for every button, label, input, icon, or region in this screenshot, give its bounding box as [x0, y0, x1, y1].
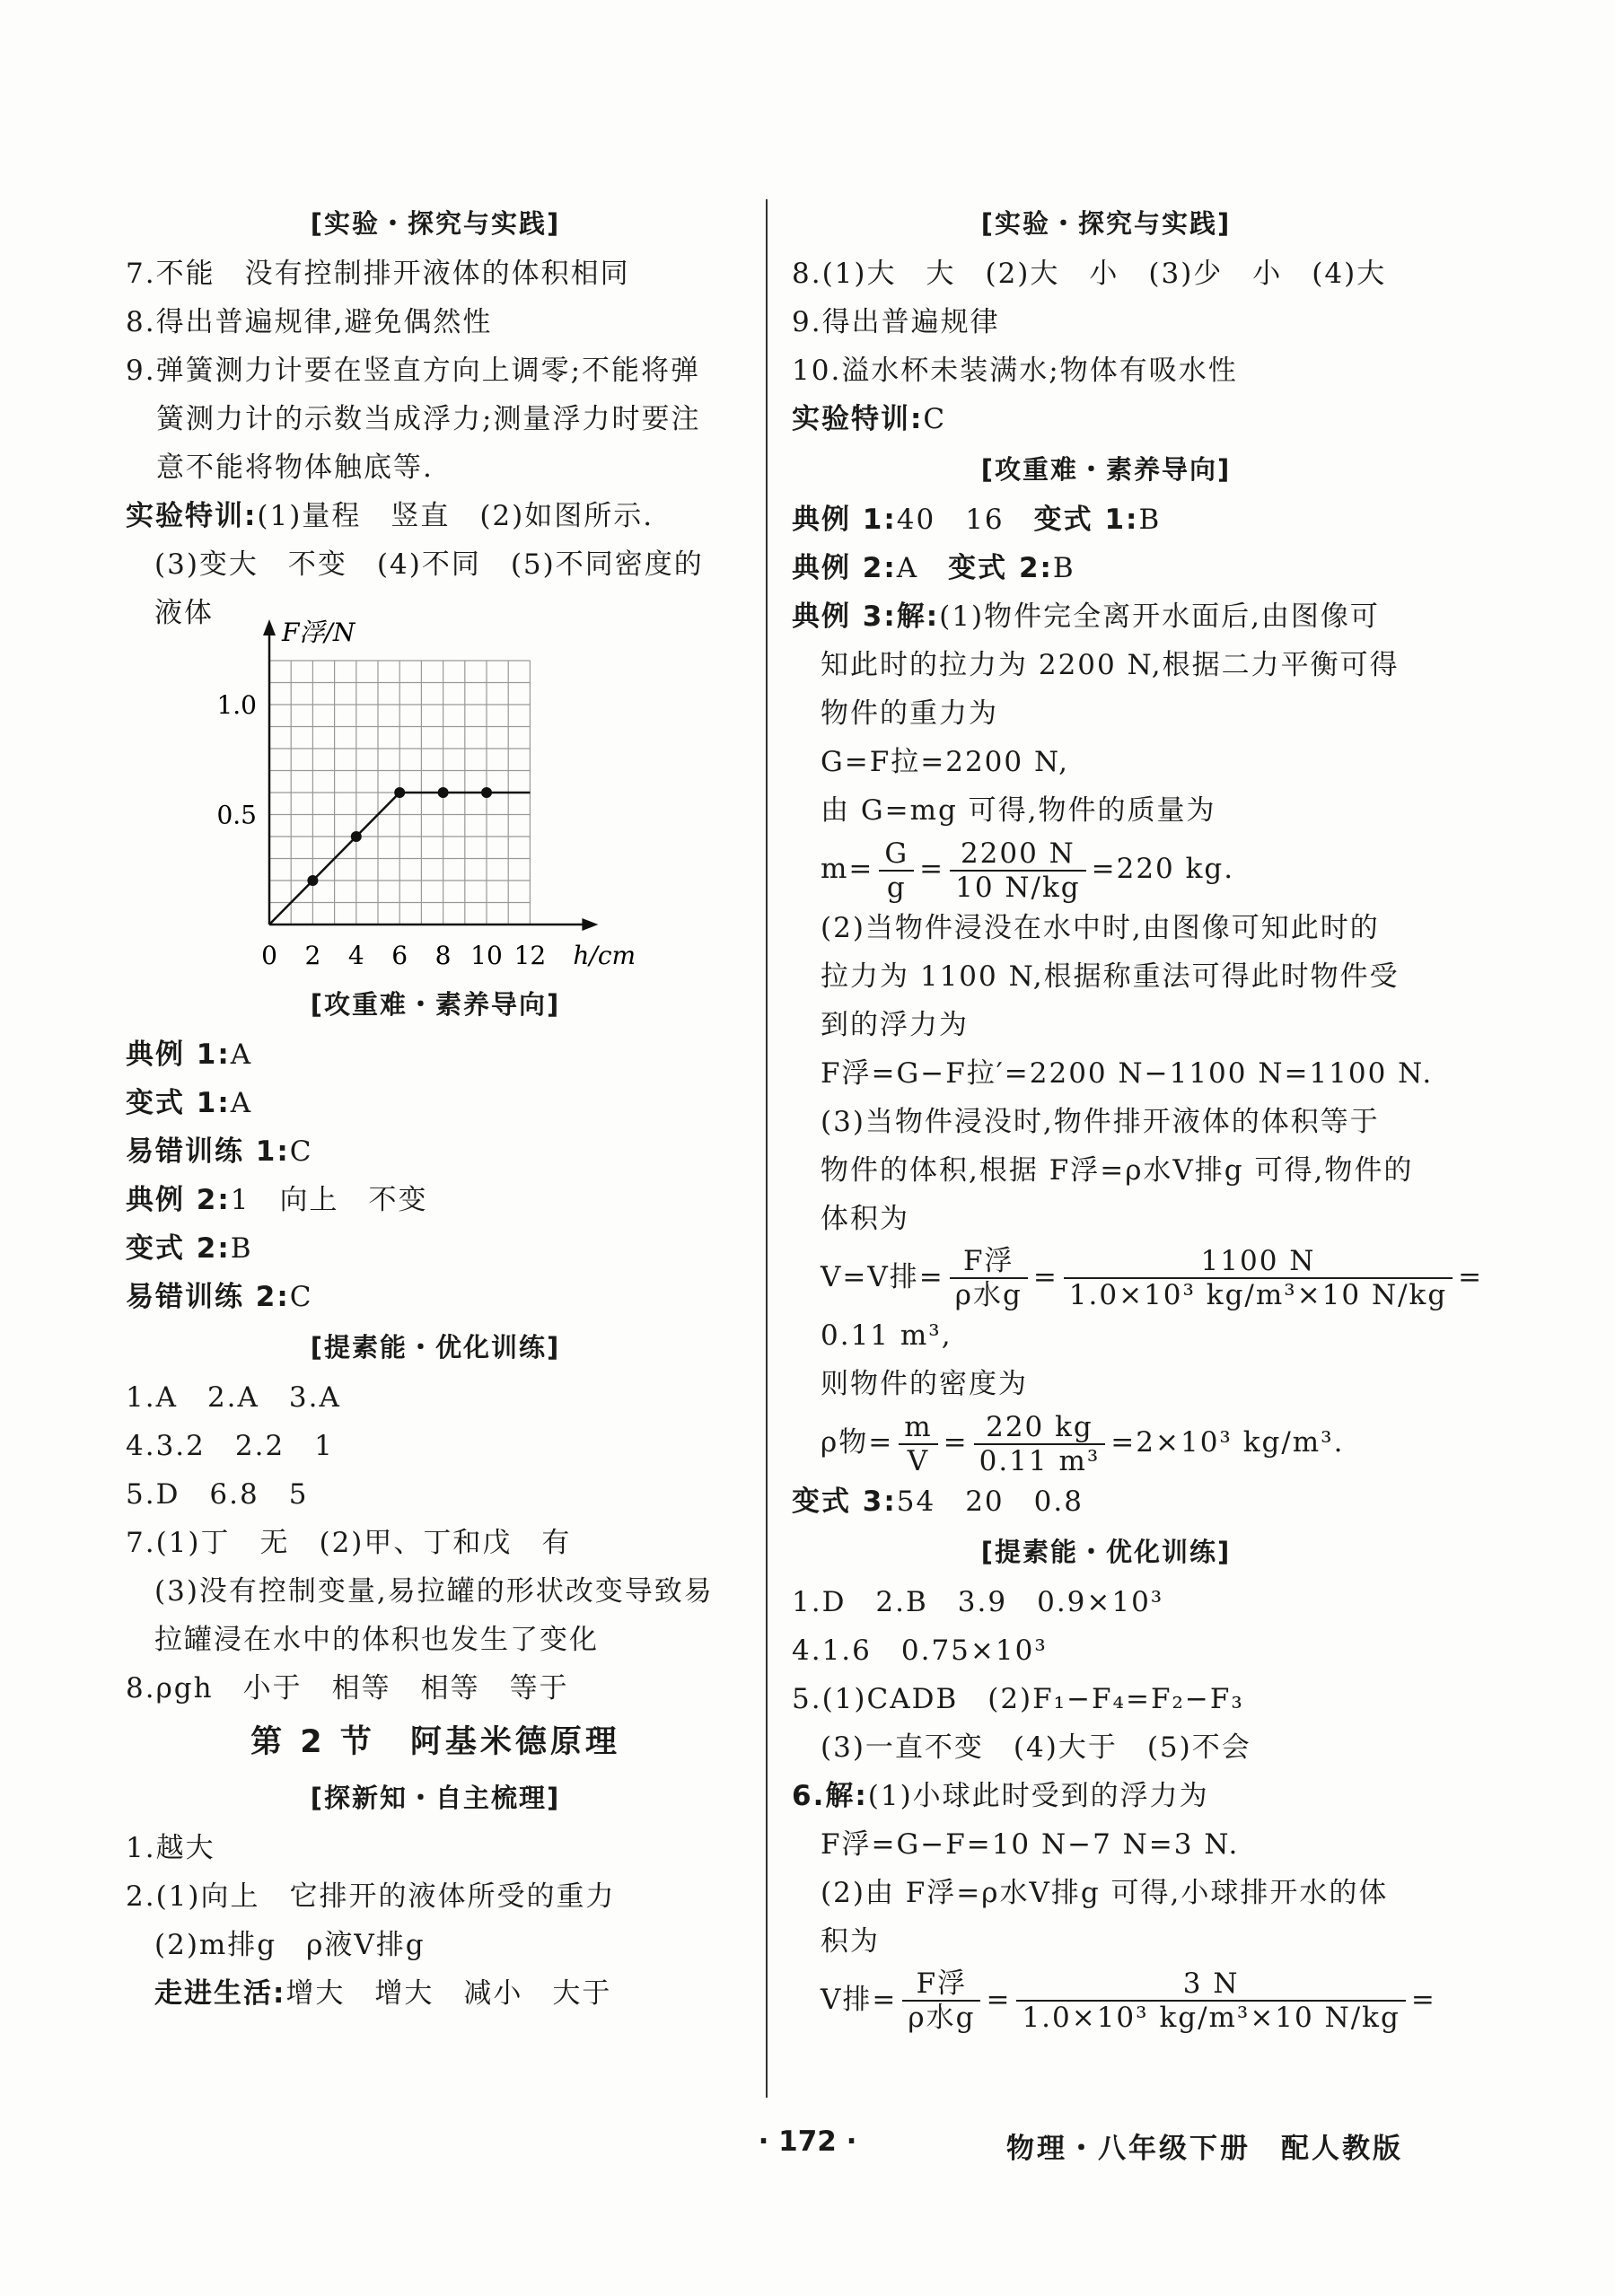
y-tick-label: 0.5 — [216, 800, 257, 830]
answer-line: 由 G=mg 可得,物件的质量为 — [821, 794, 1216, 827]
answer-label: 实验特训: — [126, 500, 258, 532]
answer-text: 40 16 — [896, 504, 1034, 536]
formula-text: m= — [821, 853, 874, 885]
answer-text: A — [896, 552, 949, 584]
numerator: F浮 — [950, 1245, 1028, 1279]
x-axis-arrow — [582, 918, 598, 931]
answer-line: 8.得出普遍规律,避免偶然性 — [126, 306, 493, 338]
answer-line: (3)没有控制变量,易拉罐的形状改变导致易 — [154, 1575, 714, 1608]
answer-line: (3)当物件浸没时,物件排开液体的体积等于 — [821, 1105, 1380, 1138]
answer-label: 典例 3:解: — [792, 600, 940, 633]
answer-text: (1)量程 竖直 (2)如图所示. — [257, 500, 654, 532]
answer-line: 8.(1)大 大 (2)大 小 (3)少 小 (4)大 — [792, 258, 1387, 290]
fraction — [950, 837, 1086, 904]
x-tick-label: 4 — [347, 941, 364, 970]
answer-text: A — [230, 1087, 253, 1119]
denominator: V — [907, 1444, 930, 1477]
answer-line: 物件的重力为 — [821, 697, 998, 730]
answer-line: 拉力为 1100 N,根据称重法可得此时物件受 — [821, 960, 1400, 993]
buoyancy-chart — [126, 618, 745, 978]
chart-svg — [126, 618, 636, 978]
answer-text: 1 向上 不变 — [230, 1184, 428, 1216]
fraction — [1016, 1967, 1405, 2034]
answer-label: 变式 3: — [792, 1485, 897, 1518]
answer-line — [126, 1079, 745, 1127]
answer-text: A — [230, 1038, 253, 1071]
x-tick-label: 8 — [434, 941, 452, 970]
answer-list — [126, 1030, 745, 1321]
answer-label: 变式 1: — [1033, 504, 1139, 536]
formula-text: V排= — [821, 1983, 898, 2016]
numerator: G — [879, 837, 914, 872]
x-tick-label: 0 — [261, 941, 277, 970]
answer-line: (3)一直不变 (4)大于 (5)不会 — [821, 1731, 1251, 1764]
answer-line: 4.1.6 0.75×10³ — [792, 1634, 1048, 1667]
book-info: 物理・八年级下册 配人教版 — [1006, 2133, 1403, 2165]
answer-line — [126, 1969, 745, 2018]
formula-text: =2×10³ kg/m³. — [1110, 1426, 1345, 1459]
x-tick-label: 10 — [470, 941, 503, 970]
answer-line — [126, 1127, 745, 1176]
right-column — [792, 197, 1484, 2034]
answer-text: C — [923, 403, 947, 435]
answer-line: 5.D 6.8 5 — [126, 1478, 309, 1511]
answer-text: 54 20 0.8 — [896, 1485, 1084, 1518]
answer-line: 1.A 2.A 3.A — [126, 1381, 341, 1414]
answer-line: 9.弹簧测力计要在竖直方向上调零;不能将弹 — [126, 355, 701, 387]
answer-line: 簧测力计的示数当成浮力;测量浮力时要注 — [156, 403, 701, 435]
answer-label: 6.解: — [792, 1779, 868, 1812]
answer-line: 8.ρgh 小于 相等 相等 等于 — [126, 1672, 569, 1704]
fraction — [899, 1411, 937, 1477]
answer-line: (2)m排g ρ液V排g — [154, 1929, 426, 1961]
formula-text: = — [1410, 1983, 1436, 2016]
formula-line: ρ物= $\frac{m}{V}$ = $\frac{220 kg}{\text{0.11 m³}}$ =2×10³ kg/m³. — [821, 1410, 1345, 1477]
numerator: 3 N — [1016, 1967, 1405, 2002]
column-divider — [766, 199, 768, 2098]
section-heading: [提素能・优化训练] — [310, 1332, 561, 1363]
formula-line: m= $\frac{G}{g}$ = $\frac{2200 N}{10 N/kg}$ =220 kg. — [821, 837, 1235, 904]
answer-label: 变式 2: — [948, 552, 1053, 584]
formula-line: V=V排= $\frac{\text{F浮}}{\text{ρ水g}}$ = $\frac{1100 N}{\text{1.0×10³ kg/m³×10 N/kg}}$ = — [821, 1245, 1484, 1311]
numerator: 1100 N — [1064, 1245, 1453, 1279]
denominator: 1.0×10³ kg/m³×10 N/kg — [1022, 2002, 1400, 2034]
denominator: g — [886, 871, 907, 904]
formula-text: ρ物= — [821, 1426, 894, 1459]
answer-text: C — [289, 1135, 313, 1168]
section-heading: [实验・探究与实践] — [980, 208, 1232, 239]
answer-text: (1)小球此时受到的浮力为 — [867, 1779, 1209, 1812]
answer-line: 则物件的密度为 — [821, 1368, 1028, 1400]
y-tick-label: 1.0 — [216, 690, 257, 720]
answer-text: C — [289, 1281, 313, 1313]
answer-text: 增大 增大 减小 大于 — [285, 1977, 612, 2010]
answer-line: (2)当物件浸没在水中时,由图像可知此时的 — [821, 911, 1380, 944]
section-heading: [实验・探究与实践] — [310, 208, 561, 239]
denominator: ρ水g — [954, 1279, 1023, 1311]
fraction — [902, 1967, 980, 2034]
answer-line: 10.溢水杯未装满水;物体有吸水性 — [792, 355, 1238, 387]
answer-line: 拉罐浸在水中的体积也发生了变化 — [154, 1624, 599, 1656]
answer-line: F浮=G−F拉′=2200 N−1100 N=1100 N. — [821, 1056, 1434, 1090]
answer-line: 4.3.2 2.2 1 — [126, 1430, 334, 1462]
x-tick-label: 12 — [513, 941, 547, 970]
fraction — [950, 1245, 1028, 1311]
answer-line: (3)变大 不变 (4)不同 (5)不同密度的 — [154, 548, 704, 581]
answer-line: F浮=G−F=10 N−7 N=3 N. — [821, 1827, 1240, 1861]
answer-line — [792, 395, 1420, 443]
answer-label: 变式 1: — [126, 1087, 231, 1119]
answer-label: 易错训练 2: — [126, 1281, 290, 1313]
x-tick-label: 6 — [391, 941, 408, 970]
page-number: · 172 · — [758, 2125, 857, 2158]
answer-line: 积为 — [821, 1924, 880, 1958]
answer-line — [126, 1273, 745, 1321]
answer-line: 9.得出普遍规律 — [792, 306, 1000, 338]
answer-text: B — [1138, 504, 1162, 536]
fraction — [974, 1411, 1106, 1477]
data-point — [307, 875, 318, 886]
answer-line: 2.(1)向上 它排开的液体所受的重力 — [126, 1880, 616, 1913]
answer-line — [792, 544, 1420, 592]
answer-line — [126, 1030, 745, 1079]
answer-line — [792, 592, 1420, 641]
answer-line: 到的浮力为 — [821, 1008, 969, 1041]
answer-text: B — [1052, 552, 1075, 584]
section-heading: [探新知・自主梳理] — [310, 1783, 561, 1813]
answer-label: 易错训练 1: — [126, 1135, 290, 1168]
answer-line: 液体 — [154, 597, 214, 629]
answer-line — [792, 1772, 1420, 1820]
formula-text: =220 kg. — [1091, 853, 1235, 885]
answer-line: G=F拉=2200 N, — [821, 746, 1069, 778]
data-point — [351, 831, 362, 842]
numerator: F浮 — [902, 1967, 980, 2002]
answer-line: 意不能将物体触底等. — [156, 451, 434, 484]
x-axis-label: h/cm — [573, 941, 636, 970]
answer-line: 5.(1)CADB (2)F₁−F₄=F₂−F₃ — [792, 1682, 1244, 1715]
answer-line: 0.11 m³, — [821, 1319, 952, 1352]
answer-line — [126, 1224, 745, 1273]
answer-label: 典例 1: — [126, 1038, 231, 1071]
answer-line: 7.不能 没有控制排开液体的体积相同 — [126, 258, 630, 290]
formula-line: V排= $\frac{\text{F浮}}{\text{ρ水g}}$ = $\frac{3 N}{\text{1.0×10³ kg/m³×10 N/kg}}$ = — [821, 1967, 1436, 2034]
answer-line: 体积为 — [821, 1202, 909, 1235]
section-heading: [攻重难・素养导向] — [980, 454, 1232, 485]
section-heading: [攻重难・素养导向] — [310, 989, 561, 1020]
numerator: m — [899, 1411, 937, 1445]
answer-line — [126, 1176, 745, 1224]
denominator: 1.0×10³ kg/m³×10 N/kg — [1068, 1279, 1448, 1311]
answer-text: B — [230, 1232, 253, 1265]
answer-line — [126, 492, 745, 540]
answer-label: 典例 1: — [792, 504, 897, 536]
section-heading: [提素能・优化训练] — [980, 1536, 1232, 1567]
denominator: 0.11 m³ — [979, 1444, 1101, 1477]
numerator: 2200 N — [950, 837, 1086, 872]
x-tick-label: 2 — [304, 941, 321, 970]
answer-label: 实验特训: — [792, 403, 924, 435]
answer-label: 典例 2: — [792, 552, 897, 584]
data-point — [481, 787, 492, 798]
answer-line: 物件的体积,根据 F浮=ρ水V排g 可得,物件的 — [821, 1153, 1414, 1187]
answer-line: (2)由 F浮=ρ水V排g 可得,小球排开水的体 — [821, 1876, 1389, 1909]
left-column — [126, 197, 745, 2018]
answer-label: 变式 2: — [126, 1232, 231, 1265]
fraction — [879, 837, 914, 904]
answer-line: 1.D 2.B 3.9 0.9×10³ — [792, 1585, 1164, 1618]
data-point — [394, 787, 405, 798]
y-axis-label: F浮/N — [282, 618, 355, 647]
answer-text: (1)物件完全离开水面后,由图像可 — [939, 600, 1380, 633]
answer-line — [792, 1477, 1420, 1526]
denominator: 10 N/kg — [955, 871, 1081, 904]
fraction — [1064, 1245, 1453, 1311]
answer-line: 1.越大 — [126, 1832, 215, 1864]
answer-line: 知此时的拉力为 2200 N,根据二力平衡可得 — [821, 649, 1400, 681]
formula-text: V=V排= — [821, 1260, 944, 1293]
answer-label: 典例 2: — [126, 1184, 231, 1216]
formula-text: = — [1458, 1260, 1484, 1293]
numerator: 220 kg — [974, 1411, 1106, 1445]
answer-line — [792, 495, 1420, 544]
data-point — [438, 787, 449, 798]
denominator: ρ水g — [908, 2002, 976, 2034]
answer-line: 7.(1)丁 无 (2)甲、丁和戊 有 — [126, 1527, 572, 1559]
section-title: 第 2 节 阿基米德原理 — [250, 1724, 620, 1760]
answer-label: 走进生活: — [154, 1977, 286, 2010]
